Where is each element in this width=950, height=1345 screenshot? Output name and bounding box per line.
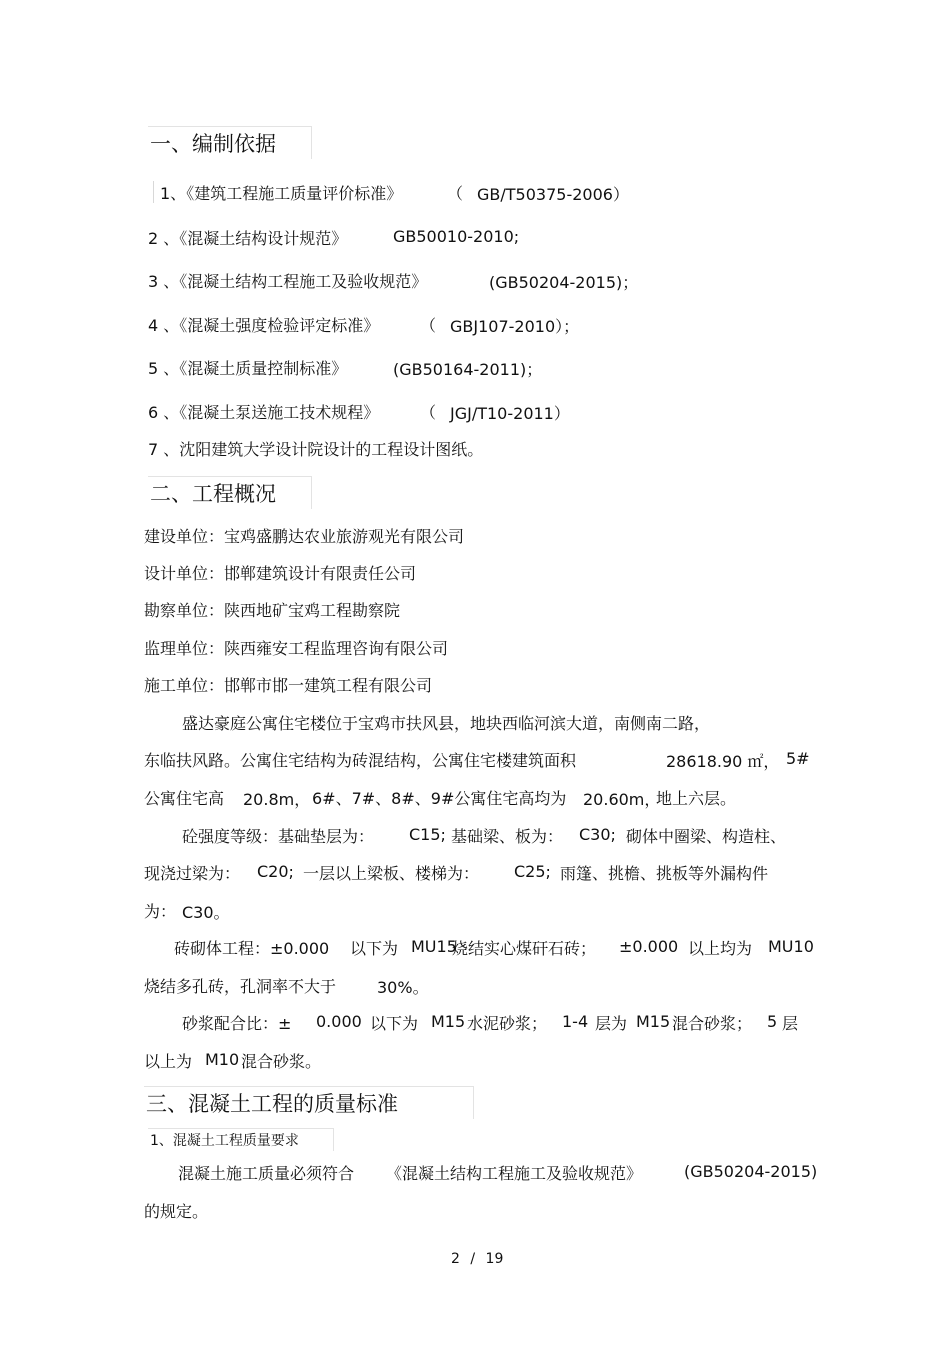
- reference-item: 7 、沈阳建筑大学设计院设计的工程设计图纸。: [148, 440, 484, 459]
- overview-paragraph-line: 公寓住宅高: [144, 789, 225, 808]
- reference-item: 1、《建筑工程施工质量评价标准》: [160, 184, 403, 203]
- reference-code: GBJ107-2010）；: [450, 317, 580, 336]
- mortar-line: 砂浆配合比：±: [182, 1014, 292, 1033]
- height-value: 20.8m，: [243, 790, 311, 809]
- grade-value: C30。: [182, 903, 230, 922]
- reference-code: (GB50164-2011)；: [393, 360, 543, 379]
- concrete-grade-line: 雨篷、挑檐、挑板等外漏构件: [560, 864, 769, 883]
- unit-line: 设计单位：邯郸建筑设计有限责任公司: [144, 564, 417, 583]
- mortar-line: 水泥砂浆；: [467, 1014, 548, 1033]
- reference-code: (GB50204-2015)；: [489, 273, 639, 292]
- concrete-grade-line: 砌体中圈梁、构造柱、: [626, 827, 787, 846]
- level-value: ±0.000: [619, 937, 679, 956]
- building-number: 5#: [786, 749, 810, 768]
- reference-item: 6 、《混凝土泵送施工技术规程》: [148, 403, 380, 422]
- mortar-line: 层为: [595, 1014, 628, 1033]
- current-page: 2: [451, 1251, 460, 1267]
- reference-code: GB/T50375-2006）: [477, 185, 629, 204]
- page-separator: /: [470, 1251, 476, 1267]
- reference-item: 2 、《混凝土结构设计规范》: [148, 229, 348, 248]
- concrete-grade-line: 基础梁、板为：: [451, 827, 564, 846]
- masonry-line: 烧结实心煤矸石砖；: [452, 939, 597, 958]
- unit-line: 施工单位：邯郸市邯一建筑工程有限公司: [144, 676, 433, 695]
- page-indicator: [451, 1251, 503, 1267]
- grade-value: C30;: [579, 825, 616, 844]
- height-value: 20.60m，: [583, 790, 661, 809]
- material-value: M15: [636, 1012, 671, 1031]
- reference-item: 3 、《混凝土结构工程施工及验收规范》: [148, 272, 428, 291]
- overview-paragraph-line: 6#、7#、8#、9#公寓住宅高均为: [312, 789, 567, 808]
- mortar-line: 混合砂浆；: [672, 1014, 753, 1033]
- material-value: MU10: [768, 937, 814, 956]
- unit-line: 建设单位：宝鸡盛鹏达农业旅游观光有限公司: [144, 527, 465, 546]
- material-value: M15: [431, 1012, 466, 1031]
- concrete-grade-line: 现浇过梁为：: [144, 864, 241, 883]
- masonry-line: 以上均为: [688, 939, 753, 958]
- level-value: 0.000: [316, 1012, 362, 1031]
- reference-paren: （: [420, 316, 437, 335]
- section-2-heading: 二、工程概况: [150, 482, 276, 506]
- quality-paragraph-line: 的规定。: [144, 1202, 209, 1221]
- grade-value: C25;: [514, 862, 551, 881]
- total-pages: 19: [485, 1251, 504, 1267]
- masonry-line: 砖砌体工程：±0.000: [174, 939, 330, 958]
- grade-value: C15;: [409, 825, 446, 844]
- unit-line: 监理单位：陕西雍安工程监理咨询有限公司: [144, 639, 449, 658]
- section-1-heading: 一、编制依据: [150, 132, 276, 156]
- overview-paragraph-line: 东临扶风路。公寓住宅结构为砖混结构，公寓住宅楼建筑面积: [144, 751, 577, 770]
- material-value: MU15: [411, 937, 457, 956]
- mortar-line: 以下为: [370, 1014, 419, 1033]
- reference-item: 4 、《混凝土强度检验评定标准》: [148, 316, 380, 335]
- masonry-line: 烧结多孔砖，孔洞率不大于: [144, 977, 337, 996]
- margin-mark: [153, 181, 154, 203]
- floor-range: 1-4: [562, 1012, 589, 1031]
- floor-range: 5: [767, 1012, 778, 1031]
- grade-value: C20;: [257, 862, 294, 881]
- section-3-subheading: 1、混凝土工程质量要求: [150, 1133, 299, 1149]
- quality-paragraph-line: 混凝土施工质量必须符合: [178, 1164, 355, 1183]
- concrete-grade-line: 为：: [144, 902, 177, 921]
- area-value: 28618.90 ㎡，: [666, 752, 780, 771]
- mortar-line: 混合砂浆。: [241, 1052, 322, 1071]
- overview-paragraph-line: 地上六层。: [656, 789, 737, 808]
- ratio-value: 30%。: [377, 978, 429, 997]
- overview-paragraph-line: 盛达豪庭公寓住宅楼位于宝鸡市扶风县，地块西临河滨大道，南侧南二路，: [182, 714, 711, 733]
- concrete-grade-line: 砼强度等级：基础垫层为：: [182, 827, 375, 846]
- reference-item: 5 、《混凝土质量控制标准》: [148, 359, 348, 378]
- reference-paren: （: [447, 184, 464, 203]
- material-value: M10: [205, 1050, 240, 1069]
- mortar-line: 层: [782, 1014, 799, 1033]
- concrete-grade-line: 一层以上梁板、楼梯为：: [303, 864, 480, 883]
- section-3-heading: 三、混凝土工程的质量标准: [146, 1092, 398, 1116]
- unit-line: 勘察单位：陕西地矿宝鸡工程勘察院: [144, 601, 401, 620]
- standard-name: 《混凝土结构工程施工及验收规范》: [386, 1164, 643, 1183]
- mortar-line: 以上为: [144, 1052, 193, 1071]
- masonry-line: 以下为: [350, 939, 399, 958]
- reference-code: JGJ/T10-2011）: [450, 404, 570, 423]
- reference-paren: （: [420, 403, 437, 422]
- reference-code: GB50010-2010;: [393, 227, 520, 246]
- standard-code: (GB50204-2015): [684, 1162, 818, 1181]
